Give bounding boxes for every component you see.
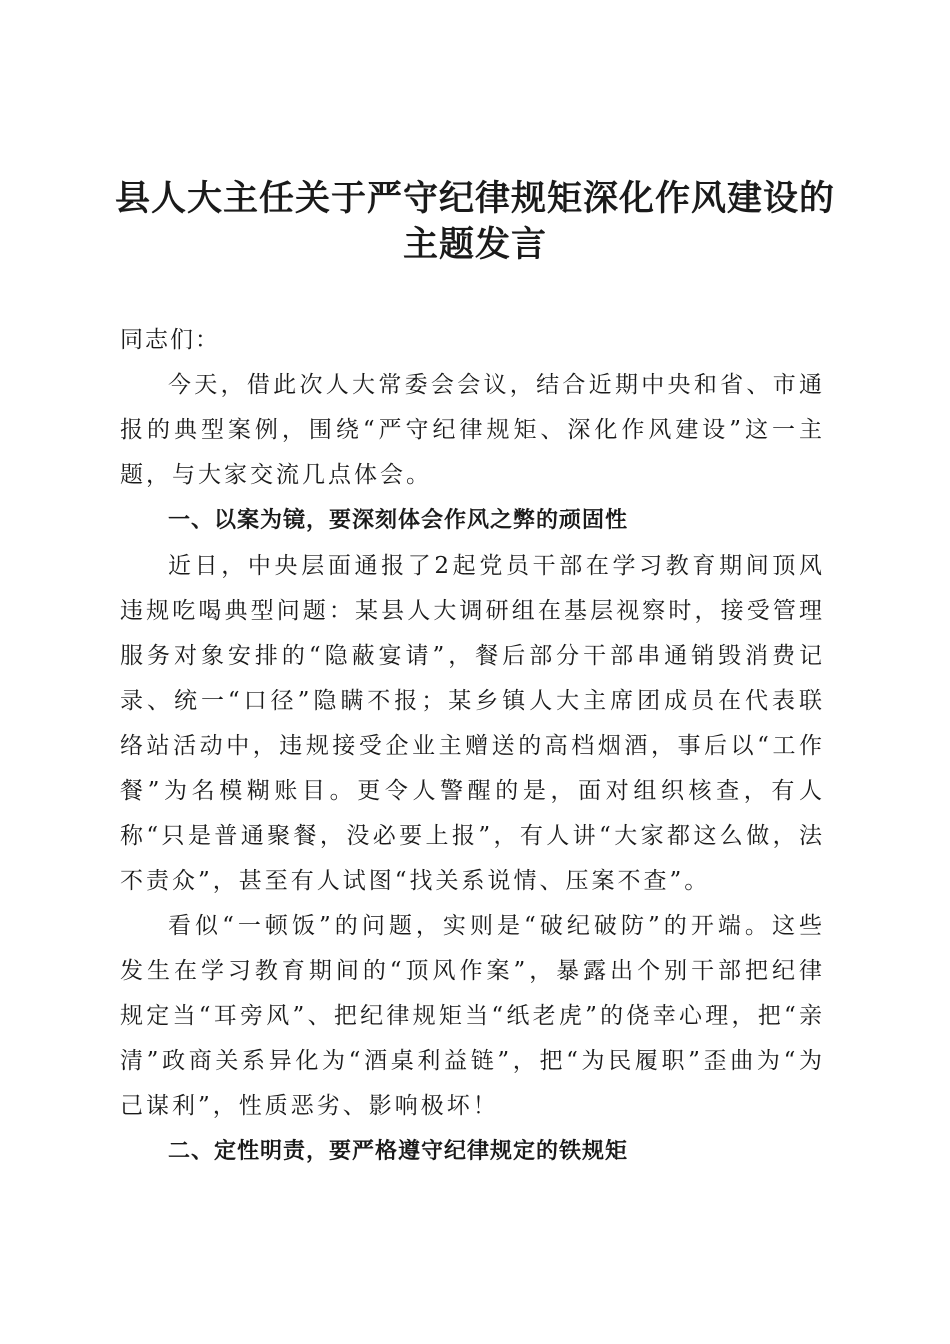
- intro-paragraph: 今天，借此次人大常委会会议，结合近期中央和省、市通报的典型案例，围绕“严守纪律规矩、深化作风建设”这一主题，与大家交流几点体会。: [120, 372, 825, 488]
- document-title: [100, 176, 850, 268]
- section1-paragraph-2: 看似“一顿饭”的问题，实则是“破纪破防”的开端。这些发生在学习教育期间的“顶风作案”，暴露出个别干部把纪律规定当“耳旁风”、把纪律规矩当“纸老虎”的侥幸心理，把“亲清”政商关系异化为“酒桌利益链”，把“为民履职”歪曲为“为己谋利”，性质恶劣、影响极坏！: [120, 913, 825, 1119]
- title-line-2: 主题发言: [402, 224, 547, 265]
- section-heading-2: 二、定性明责，要严格遵守纪律规定的铁规矩: [168, 1139, 629, 1164]
- section1-paragraph-1: 近日，中央层面通报了2起党员干部在学习教育期间顶风违规吃喝典型问题：某县人大调研组在基层视察时，接受管理服务对象安排的“隐蔽宴请”，餐后部分干部串通销毁消费记录、统一“口径”隐瞒不报；某乡镇人大主席团成员在代表联络站活动中，违规接受企业主赠送的高档烟酒，事后以“工作餐”为名模糊账目。更令人警醒的是，面对组织核查，有人称“只是普通聚餐，没必要上报”，有人讲“大家都这么做，法不责众”，甚至有人试图“找关系说情、压案不查”。: [120, 553, 825, 894]
- document-body: [120, 320, 825, 1175]
- title-line-1: 县人大主任关于严守纪律规矩深化作风建设的: [114, 178, 835, 219]
- salutation: 同志们：: [120, 327, 220, 353]
- section-heading-1: 一、以案为镜，要深刻体会作风之弊的顽固性: [168, 508, 629, 533]
